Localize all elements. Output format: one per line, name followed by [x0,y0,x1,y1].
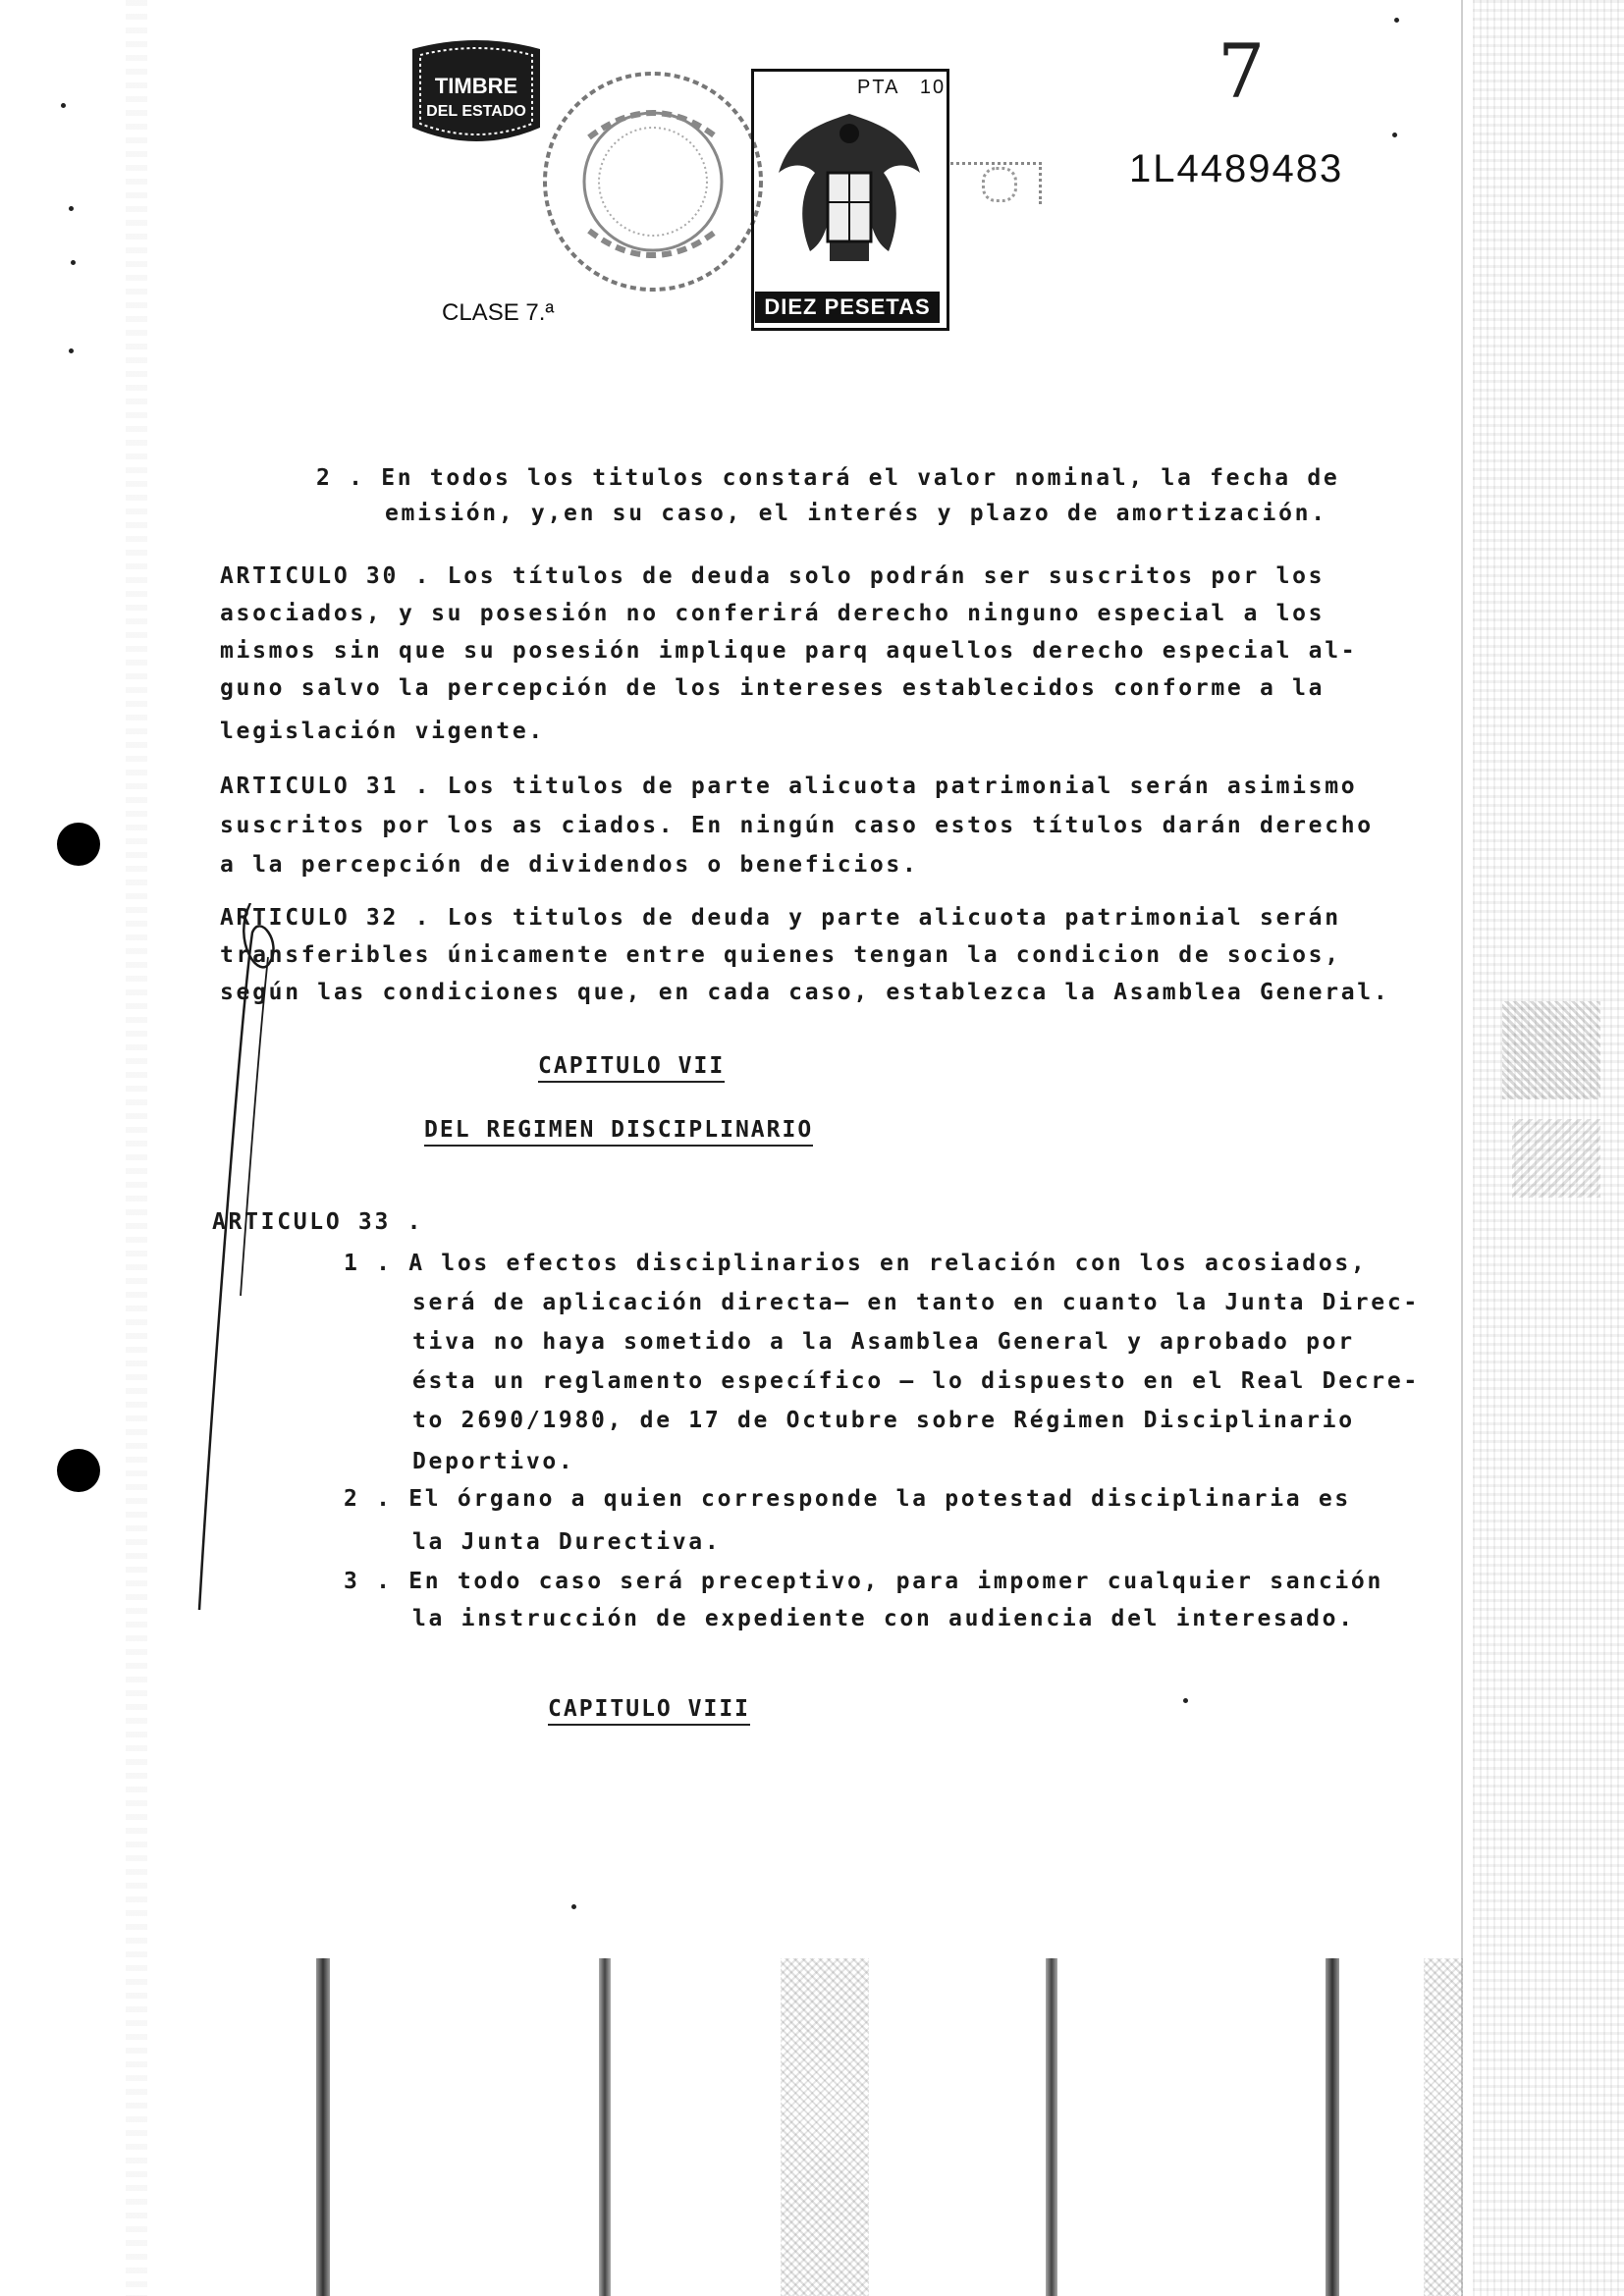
svg-text:TIMBRE: TIMBRE [434,74,518,98]
scan-speck [69,348,74,353]
tax-stamp-value [857,77,946,99]
text-line: Deportivo. [412,1449,575,1474]
text-line: ARTICULO 30 . Los títulos de deuda solo podrán ser suscritos por los [220,563,1326,589]
scan-smudge [1502,1001,1600,1099]
text-line: 3 . En todo caso será preceptivo, para impomer cualquier sanción [344,1569,1384,1594]
tax-stamp [751,69,947,329]
text-line: será de aplicación directa— en tanto en cuanto la Junta Direc- [412,1290,1420,1315]
punch-hole-top [57,823,100,866]
text-line: la Junta Durectiva. [412,1529,722,1555]
serial-number: 1L4489483 [1129,147,1344,190]
chapter-heading: CAPITULO VII [538,1053,725,1083]
text-line: ARTICULO 33 . [212,1209,424,1235]
scan-right-rule [1461,0,1463,2296]
text-line: ARTICULO 32 . Los titulos de deuda y parte alicuota patrimonial serán [220,905,1341,931]
text-line: to 2690/1980, de 17 de Octubre sobre Régimen Disciplinario [412,1408,1355,1433]
text-line: según las condiciones que, en cada caso, establezca la Asamblea General. [220,980,1390,1005]
scan-speck [69,206,74,211]
handwritten-signature [191,903,309,1610]
text-line: 2 . En todos los titulos constará el valor nominal, la fecha de [316,465,1340,491]
clase-label: CLASE 7.ª [442,299,555,326]
scan-bar [316,1958,330,2296]
text-line: guno salvo la percepción de los intereses establecidos conforme a la [220,675,1326,701]
punch-hole-bottom [57,1449,100,1492]
text-line: la instrucción de expediente con audiencia del interesado. [412,1606,1355,1631]
text-line: ésta un reglamento específico — lo dispuesto en el Real Decre- [412,1368,1420,1394]
scan-smudge [1512,1119,1600,1198]
scan-hatch [781,1958,869,2296]
tax-stamp-amount: 10 [919,77,947,98]
text-line: mismos sin que su posesión implique parq aquellos derecho especial al- [220,638,1358,664]
perforation-mark [982,167,1017,202]
coat-of-arms-icon [771,104,928,281]
text-line: legislación vigente. [220,719,545,744]
chapter-title: DEL REGIMEN DISCIPLINARIO [424,1117,813,1147]
scan-speck [61,103,66,108]
scan-bar [599,1958,611,2296]
text-line: ARTICULO 31 . Los titulos de parte alicuota patrimonial serán asimismo [220,774,1358,799]
svg-text:DEL ESTADO: DEL ESTADO [426,103,526,120]
scan-hatch [1424,1958,1463,2296]
text-line: emisión, y,en su caso, el interés y plazo de amortización. [385,501,1327,526]
scan-speck [71,260,76,265]
scan-bar [1326,1958,1339,2296]
chapter-heading: CAPITULO VIII [548,1696,750,1726]
scan-speck [1392,133,1397,137]
scan-speck [1394,18,1399,23]
tax-stamp-band: DIEZ PESETAS [755,292,940,323]
scan-bar [1046,1958,1057,2296]
scan-speck [1183,1698,1188,1703]
tax-stamp-currency: PTA [857,77,899,98]
text-line: a la percepción de dividendos o beneficios. [220,852,919,878]
scan-left-edge [126,0,147,2296]
timbre-del-estado-stamp [403,39,550,157]
circular-seal [530,59,776,304]
text-line: 2 . El órgano a quien corresponde la potestad disciplinaria es [344,1486,1351,1512]
text-line: transferibles únicamente entre quienes tengan la condicion de socios, [220,942,1341,968]
text-line: suscritos por los as ciados. En ningún caso estos títulos darán derecho [220,813,1374,838]
text-line: tiva no haya sometido a la Asamblea General y aprobado por [412,1329,1355,1355]
text-line: 1 . A los efectos disciplinarios en relación con los acosiados, [344,1251,1368,1276]
text-line: asociados, y su posesión no conferirá derecho ninguno especial a los [220,601,1326,626]
page-number: 7 [1218,27,1266,115]
scan-speck [571,1904,576,1909]
